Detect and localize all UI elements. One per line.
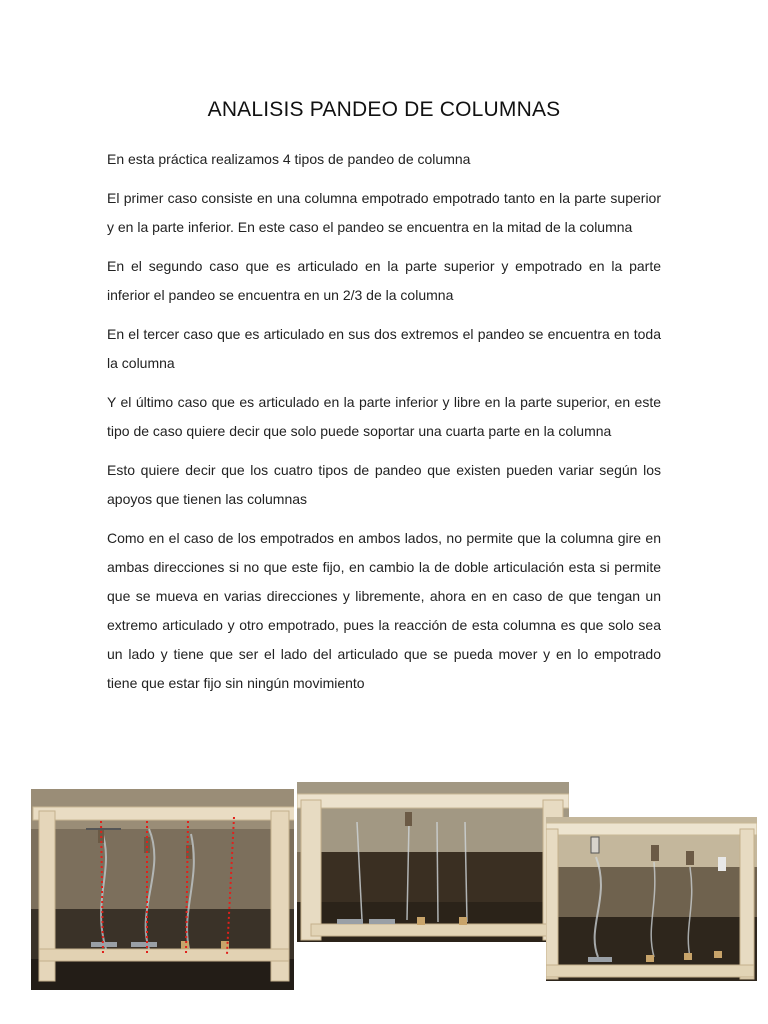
paragraph-case-1: El primer caso consiste en una columna empotrado empotrado tanto en la parte superior y en la parte inferior. En este caso el pandeo se encuentra en la mitad de la columna	[107, 190, 661, 235]
document-body	[107, 145, 661, 708]
paragraph-summary: Esto quiere decir que los cuatro tipos de pandeo que existen pueden variar según los apoyos que tienen las columnas	[107, 462, 661, 507]
paragraph-case-2: En el segundo caso que es articulado en la parte superior y empotrado en la parte inferior el pandeo se encuentra en un 2/3 de la columna	[107, 258, 661, 303]
paragraph-case-4: Y el último caso que es articulado en la parte inferior y libre en la parte superior, en este tipo de caso quiere decir que solo puede soportar una cuarta parte en la columna	[107, 394, 661, 439]
paragraph-conclusion: Como en el caso de los empotrados en ambos lados, no permite que la columna gire en ambas direcciones si no que este fijo, en cambio la de doble articulación esta si permite que se mueva en varias direcciones y libremente, ahora en en caso de que tengan un extremo articulado y otro empotrado, pues la reacción de esta columna es que solo sea un lado y tiene que ser el lado del articulado que se pueda mover y en lo empotrado tiene que estar fijo sin ningún movimiento	[107, 530, 661, 691]
photo-column-buckling-side	[297, 782, 569, 942]
page-title: ANALISIS PANDEO DE COLUMNAS	[207, 98, 561, 121]
paragraph-case-3: En el tercer caso que es articulado en sus dos extremos el pandeo se encuentra en toda la columna	[107, 326, 661, 371]
photo-column-buckling-front	[31, 789, 294, 990]
photo-column-buckling-angle	[546, 817, 757, 981]
paragraph-intro: En esta práctica realizamos 4 tipos de pandeo de columna	[107, 151, 471, 167]
